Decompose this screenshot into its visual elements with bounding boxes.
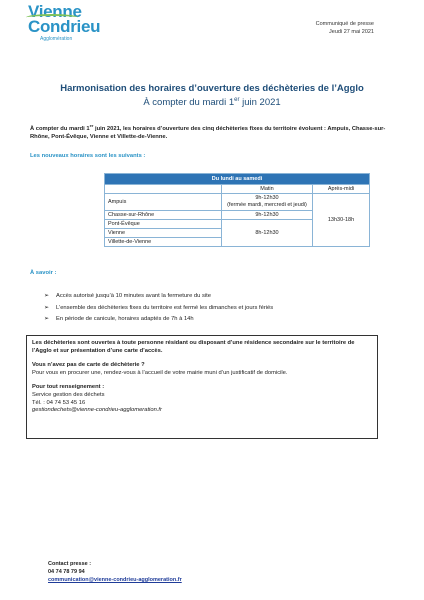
table-corner bbox=[105, 185, 222, 194]
site-villette: Villette-de-Vienne bbox=[105, 238, 222, 247]
card-answer: Pour vous en procurer une, rendez-vous à l’accueil de votre mairie muni d’un justificatif de domicile. bbox=[32, 369, 288, 376]
site-chasse: Chasse-sur-Rhône bbox=[105, 211, 222, 220]
logo-agglomeration: Agglomération bbox=[40, 36, 73, 42]
schedule-table bbox=[104, 173, 370, 247]
afternoon-hours: 13h30-18h bbox=[313, 194, 370, 247]
info-question: Pour tout renseignement : bbox=[32, 384, 105, 391]
site-pont-eveque: Pont-Évêque bbox=[105, 220, 222, 229]
contact-phone: 04 74 78 79 94 bbox=[48, 569, 85, 575]
press-contact bbox=[48, 560, 182, 584]
info-box bbox=[26, 335, 378, 439]
page-subtitle: À compter du mardi 1er juin 2021 bbox=[143, 97, 281, 109]
doc-date: Jeudi 27 mai 2021 bbox=[329, 29, 374, 35]
contact-email-link[interactable]: communication@vienne-condrieu-agglomeration.fr bbox=[48, 577, 182, 583]
site-vienne: Vienne bbox=[105, 229, 222, 238]
doc-type: Communiqué de presse bbox=[315, 21, 374, 27]
service-phone: Tél. : 04 74 53 45 16 bbox=[32, 399, 86, 406]
press-header bbox=[316, 20, 374, 36]
others-morning: 8h-12h30 bbox=[222, 220, 313, 247]
site-ampuis: Ampuis bbox=[105, 194, 222, 211]
notes-heading: À savoir : bbox=[30, 270, 57, 276]
logo-condrieu: Condrieu bbox=[28, 17, 101, 36]
ampuis-morning: 9h-12h30 (fermée mardi, mercredi et jeudi) bbox=[222, 194, 313, 211]
intro-paragraph: À compter du mardi 1er juin 2021, les horaires d’ouverture des cinq déchèteries fixes du territoire évoluent : Ampuis, Chasse-sur-Rhône, Pont-Évêque, Vienne et Villette-de-Vienne. bbox=[30, 123, 386, 140]
table-period-header: Du lundi au samedi bbox=[105, 174, 370, 185]
col-morning: Matin bbox=[222, 185, 313, 194]
access-info: Les déchèteries sont ouvertes à toute personne résidant ou disposant d’une résidence secondaire sur le territoire de l’Agglo et sur présentation d’une carte d’accès. bbox=[32, 340, 355, 354]
service-email[interactable]: gestiondechets@vienne-condrieu-agglomeration.fr bbox=[32, 407, 162, 414]
service-name: Service gestion des déchets bbox=[32, 391, 105, 398]
col-afternoon: Après-midi bbox=[313, 185, 370, 194]
chasse-morning: 9h-12h30 bbox=[222, 211, 313, 220]
note-item: ➢ En période de canicule, horaires adaptés de 7h à 14h bbox=[44, 314, 273, 326]
page-title: Harmonisation des horaires d’ouverture des déchèteries de l’Agglo bbox=[60, 83, 364, 94]
contact-label: Contact presse : bbox=[48, 561, 92, 567]
note-item: ➢ L’ensemble des déchèteries fixes du territoire est fermé les dimanches et jours fériés bbox=[44, 303, 273, 315]
card-question: Vous n’avez pas de carte de déchèterie ? bbox=[32, 362, 145, 369]
note-item: ➢ Accès autorisé jusqu’à 10 minutes avant la fermeture du site bbox=[44, 291, 273, 303]
schedule-heading: Les nouveaux horaires sont les suivants : bbox=[30, 153, 146, 159]
logo-vienne: Vienne bbox=[28, 2, 82, 21]
notes-list bbox=[44, 291, 273, 326]
